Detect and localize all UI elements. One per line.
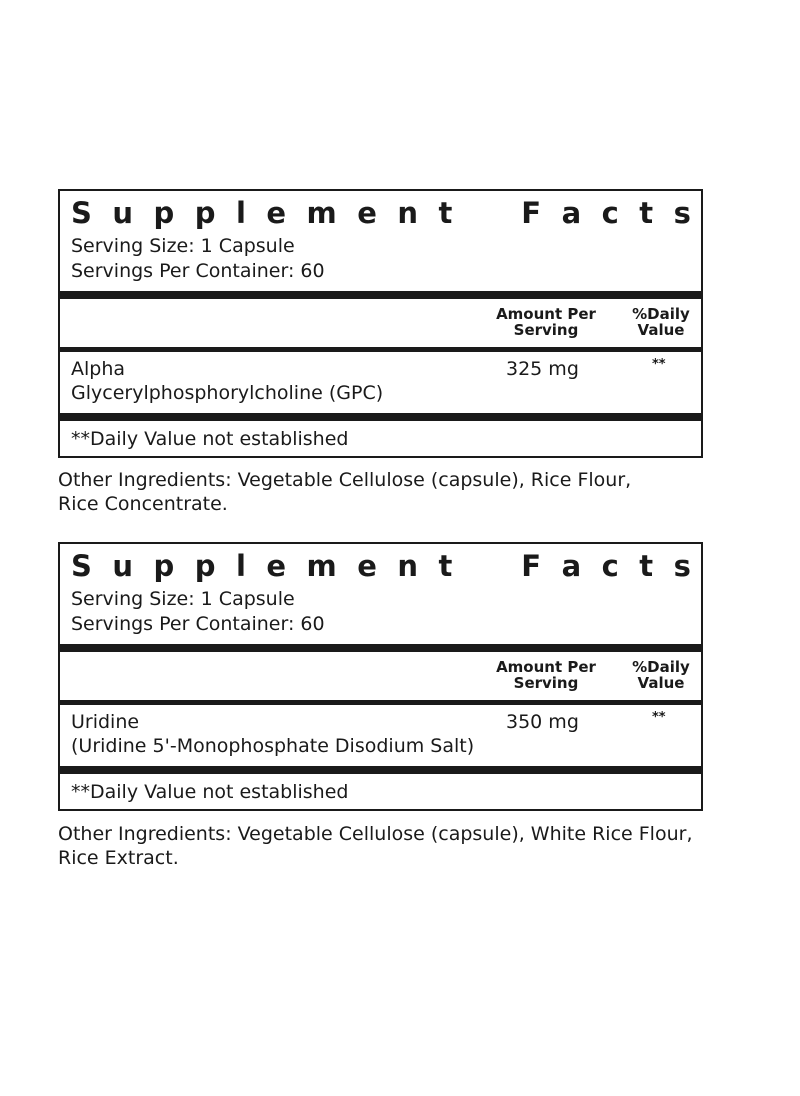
servings-per-container: Servings Per Container: 60 xyxy=(71,613,325,635)
thick-divider xyxy=(60,291,701,299)
other-ingredients xyxy=(58,822,738,870)
title-letter: e xyxy=(357,196,377,230)
title-letter: e xyxy=(266,549,287,583)
header-line: Serving xyxy=(513,321,579,339)
amount-per-serving-header xyxy=(490,659,602,691)
ingredient-name xyxy=(71,710,474,758)
other-ingredients-line: Rice Extract. xyxy=(58,847,179,869)
title-letter: F xyxy=(521,196,542,230)
title-letter: s xyxy=(673,196,691,230)
daily-value-header xyxy=(626,659,696,691)
title-space xyxy=(473,545,501,587)
medium-divider xyxy=(60,347,701,352)
title-letter: s xyxy=(673,549,691,583)
panel-title xyxy=(71,545,691,587)
title-letter: e xyxy=(266,196,287,230)
panel-title xyxy=(71,192,691,234)
title-letter: a xyxy=(561,196,582,230)
title-letter: a xyxy=(561,549,582,583)
daily-value-header xyxy=(626,306,696,338)
title-letter: n xyxy=(397,196,418,230)
daily-value-footnote: **Daily Value not established xyxy=(71,428,349,450)
title-letter: u xyxy=(112,196,134,230)
header-line: Amount Per xyxy=(496,658,596,676)
title-letter: l xyxy=(235,549,246,583)
title-letter: e xyxy=(357,549,377,583)
title-letter: m xyxy=(306,196,337,230)
title-letter: S xyxy=(71,549,92,583)
other-ingredients-line: Other Ingredients: Vegetable Cellulose (capsule), Rice Flour, xyxy=(58,469,632,491)
ingredient-amount: 325 mg xyxy=(506,358,579,380)
daily-value-footnote: **Daily Value not established xyxy=(71,781,349,803)
ingredient-daily-value: ** xyxy=(652,710,666,725)
ingredient-name xyxy=(71,357,383,405)
title-letter: c xyxy=(601,196,619,230)
title-letter: p xyxy=(153,549,175,583)
ingredient-line: Alpha xyxy=(71,358,126,380)
thick-divider xyxy=(60,766,701,774)
medium-divider xyxy=(60,700,701,705)
thick-divider xyxy=(60,644,701,652)
title-letter: t xyxy=(438,549,453,583)
supplement-facts-panel-2 xyxy=(58,542,703,811)
amount-per-serving-header xyxy=(490,306,602,338)
servings-per-container: Servings Per Container: 60 xyxy=(71,260,325,282)
other-ingredients-line: Other Ingredients: Vegetable Cellulose (capsule), White Rice Flour, xyxy=(58,823,693,845)
serving-size: Serving Size: 1 Capsule xyxy=(71,235,295,257)
header-line: %Daily xyxy=(632,305,690,323)
supplement-facts-panel-1 xyxy=(58,189,703,458)
ingredient-line: Uridine xyxy=(71,711,140,733)
ingredient-line: (Uridine 5'-Monophosphate Disodium Salt) xyxy=(71,735,475,757)
ingredient-daily-value: ** xyxy=(652,357,666,372)
other-ingredients xyxy=(58,468,738,516)
title-space xyxy=(473,192,501,234)
header-line: Value xyxy=(637,321,685,339)
header-line: Amount Per xyxy=(496,305,596,323)
title-letter: F xyxy=(521,549,542,583)
title-letter: t xyxy=(438,196,453,230)
ingredient-amount: 350 mg xyxy=(506,711,579,733)
serving-size: Serving Size: 1 Capsule xyxy=(71,588,295,610)
header-line: Value xyxy=(637,674,685,692)
title-letter: m xyxy=(306,549,337,583)
header-line: Serving xyxy=(513,674,579,692)
header-line: %Daily xyxy=(632,658,690,676)
title-letter: p xyxy=(153,196,175,230)
ingredient-line: Glycerylphosphorylcholine (GPC) xyxy=(71,382,384,404)
other-ingredients-line: Rice Concentrate. xyxy=(58,493,228,515)
title-letter: l xyxy=(235,196,246,230)
title-letter: c xyxy=(601,549,619,583)
title-letter: t xyxy=(639,196,654,230)
title-letter: n xyxy=(397,549,418,583)
title-letter: S xyxy=(71,196,92,230)
title-letter: p xyxy=(194,549,216,583)
title-letter: p xyxy=(194,196,216,230)
title-letter: t xyxy=(639,549,654,583)
title-letter: u xyxy=(112,549,134,583)
thick-divider xyxy=(60,413,701,421)
